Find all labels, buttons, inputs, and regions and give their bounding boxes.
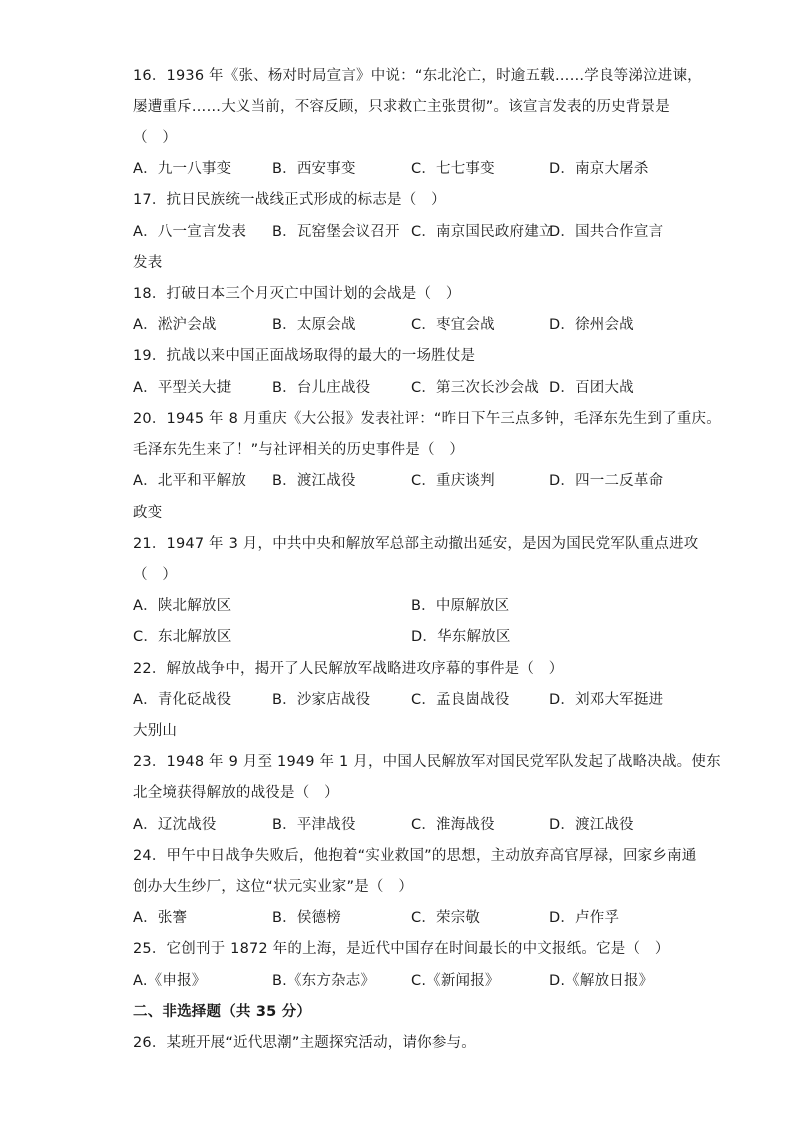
- q18-option-c[interactable]: C．枣宜会战: [411, 317, 495, 333]
- q16-option-b[interactable]: B．西安事变: [272, 161, 356, 177]
- q17-option-c[interactable]: C．南京国民政府建立: [411, 224, 554, 240]
- q20-option-d[interactable]: D．四一二反革命: [549, 473, 664, 489]
- q24-option-b[interactable]: B．侯德榜: [272, 910, 341, 926]
- q21-option-d[interactable]: D．华东解放区: [411, 629, 511, 645]
- q23-option-b[interactable]: B．平津战役: [272, 817, 356, 833]
- q24-stem-line2: 创办大生纱厂，这位“状元实业家”是（ ）: [133, 879, 414, 895]
- q22-option-c[interactable]: C．孟良崮战役: [411, 692, 510, 708]
- q24-option-d[interactable]: D．卢作孚: [549, 910, 620, 926]
- q21-stem-line1: 21．1947 年 3 月，中共中央和解放军总部主动撤出延安，是因为国民党军队重点进攻: [133, 536, 699, 552]
- q25-option-b[interactable]: B.《东方杂志》: [272, 973, 376, 989]
- q20-option-d-wrap: 政变: [133, 505, 163, 521]
- q23-option-d[interactable]: D．渡江战役: [549, 817, 634, 833]
- q16-stem-line2: 屡遭重斥……大义当前，不容反顾，只求救亡主张贯彻”。该宣言发表的历史背景是: [133, 99, 670, 115]
- q19-option-c[interactable]: C．第三次长沙会战: [411, 380, 539, 396]
- q21-stem-line2: （ ）: [133, 567, 178, 583]
- q19-option-a[interactable]: A．平型关大捷: [133, 380, 232, 396]
- q22-option-d[interactable]: D．刘邓大军挺进: [549, 692, 664, 708]
- q23-stem-line1: 23．1948 年 9 月至 1949 年 1 月，中国人民解放军对国民党军队发起了战略决战。使东: [133, 754, 721, 770]
- q17-option-a[interactable]: A．八一宣言发表: [133, 224, 247, 240]
- q22-option-b[interactable]: B．沙家店战役: [272, 692, 371, 708]
- q18-option-b[interactable]: B．太原会战: [272, 317, 356, 333]
- q17-option-b[interactable]: B．瓦窑堡会议召开: [272, 224, 400, 240]
- q21-option-a[interactable]: A．陕北解放区: [133, 598, 232, 614]
- q20-option-b[interactable]: B．渡江战役: [272, 473, 356, 489]
- q24-option-c[interactable]: C．荣宗敬: [411, 910, 481, 926]
- q20-stem-line1: 20．1945 年 8 月重庆《大公报》发表社评：“昨日下午三点多钟，毛泽东先生到了重庆。: [133, 411, 721, 427]
- q16-stem-line3: （ ）: [133, 130, 178, 146]
- q21-option-b[interactable]: B．中原解放区: [411, 598, 510, 614]
- q20-option-c[interactable]: C．重庆谈判: [411, 473, 495, 489]
- q20-option-a[interactable]: A．北平和平解放: [133, 473, 247, 489]
- q25-option-a[interactable]: A.《申报》: [133, 973, 207, 989]
- q26-stem: 26．某班开展“近代思潮”主题探究活动，请你参与。: [133, 1035, 476, 1051]
- q20-stem-line2: 毛泽东先生来了！”与社评相关的历史事件是（ ）: [133, 442, 465, 458]
- q23-option-c[interactable]: C．淮海战役: [411, 817, 495, 833]
- q17-option-d[interactable]: D．国共合作宣言: [549, 224, 664, 240]
- q17-stem: 17．抗日民族统一战线正式形成的标志是（ ）: [133, 192, 446, 208]
- q16-option-c[interactable]: C．七七事变: [411, 161, 495, 177]
- q18-option-a[interactable]: A．淞沪会战: [133, 317, 217, 333]
- q21-option-c[interactable]: C．东北解放区: [133, 629, 232, 645]
- q16-option-d[interactable]: D．南京大屠杀: [549, 161, 649, 177]
- q22-option-a[interactable]: A．青化砭战役: [133, 692, 232, 708]
- q22-stem: 22．解放战争中，揭开了人民解放军战略进攻序幕的事件是（ ）: [133, 661, 564, 677]
- q24-stem-line1: 24．甲午中日战争失败后，他抱着“实业救国”的思想，主动放弃高官厚禄，回家乡南通: [133, 848, 697, 864]
- q18-stem: 18．打破日本三个月灭亡中国计划的会战是（ ）: [133, 286, 461, 302]
- q25-stem: 25．它创刊于 1872 年的上海，是近代中国存在时间最长的中文报纸。它是（ ）: [133, 941, 670, 957]
- q24-option-a[interactable]: A．张謇: [133, 910, 188, 926]
- q19-option-d[interactable]: D．百团大战: [549, 380, 634, 396]
- q25-option-c[interactable]: C.《新闻报》: [411, 973, 500, 989]
- q17-option-d-wrap: 发表: [133, 255, 163, 271]
- q25-option-d[interactable]: D.《解放日报》: [549, 973, 654, 989]
- q16-option-a[interactable]: A．九一八事变: [133, 161, 232, 177]
- q18-option-d[interactable]: D．徐州会战: [549, 317, 634, 333]
- section-heading-non-choice: 二、非选择题（共 35 分）: [133, 1004, 312, 1020]
- q23-option-a[interactable]: A．辽沈战役: [133, 817, 217, 833]
- q19-option-b[interactable]: B．台儿庄战役: [272, 380, 371, 396]
- q19-stem: 19．抗战以来中国正面战场取得的最大的一场胜仗是: [133, 348, 476, 364]
- q23-stem-line2: 北全境获得解放的战役是（ ）: [133, 785, 339, 801]
- q16-stem-line1: 16．1936 年《张、杨对时局宣言》中说：“东北沦亡，时逾五载……学良等涕泣进谏，: [133, 68, 702, 84]
- q22-option-d-wrap: 大别山: [133, 723, 178, 739]
